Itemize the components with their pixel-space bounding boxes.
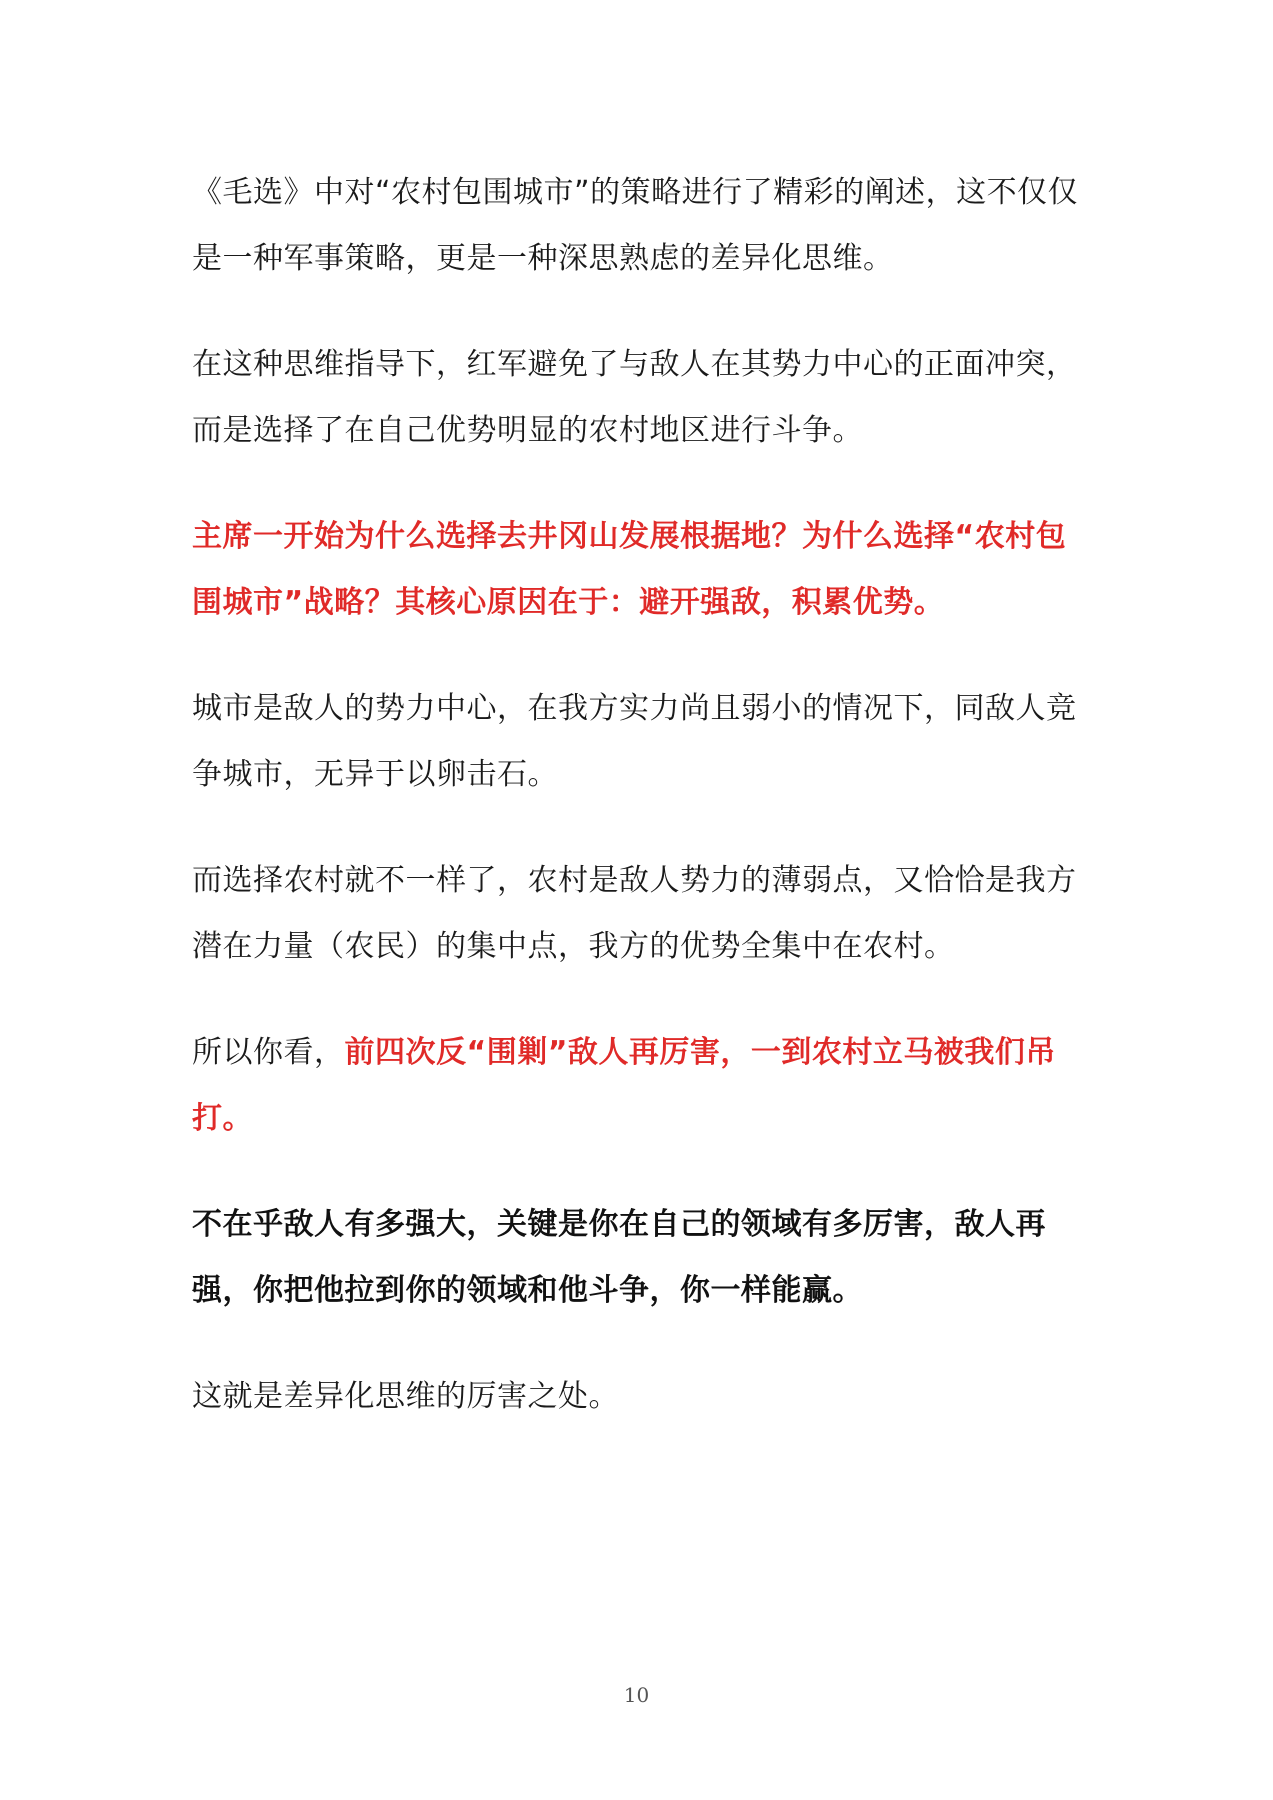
paragraph-3-highlight: 主席一开始为什么选择去井冈山发展根据地？为什么选择“农村包围城市”战略？其核心原因在于：避开强敌，积累优势。 [192,519,1067,620]
paragraph-1: 《毛选》中对“农村包围城市”的策略进行了精彩的阐述，这不仅仅是一种军事策略，更是一种深思熟虑的差异化思维。 [192,175,1079,276]
paragraph-8: 这就是差异化思维的厉害之处。 [192,1379,619,1414]
paragraph-6 [192,1020,1092,1152]
paragraph-6-highlight: 前四次反“围剿”敌人再厉害，一到农村立马被我们吊打。 [192,1035,1056,1136]
document-body [192,160,1092,1470]
paragraph-4: 城市是敌人的势力中心，在我方实力尚且弱小的情况下，同敌人竞争城市，无异于以卵击石。 [192,691,1077,792]
page-number: 10 [623,1683,650,1707]
paragraph-7-bold: 不在乎敌人有多强大，关键是你在自己的领域有多厉害，敌人再强，你把他拉到你的领域和他斗争，你一样能赢。 [192,1207,1046,1308]
paragraph-5: 而选择农村就不一样了，农村是敌人势力的薄弱点，又恰恰是我方潜在力量（农民）的集中点，我方的优势全集中在农村。 [192,863,1077,964]
paragraph-2: 在这种思维指导下，红军避免了与敌人在其势力中心的正面冲突，而是选择了在自己优势明显的农村地区进行斗争。 [192,347,1077,448]
paragraph-6-prefix: 所以你看， [192,1035,345,1070]
